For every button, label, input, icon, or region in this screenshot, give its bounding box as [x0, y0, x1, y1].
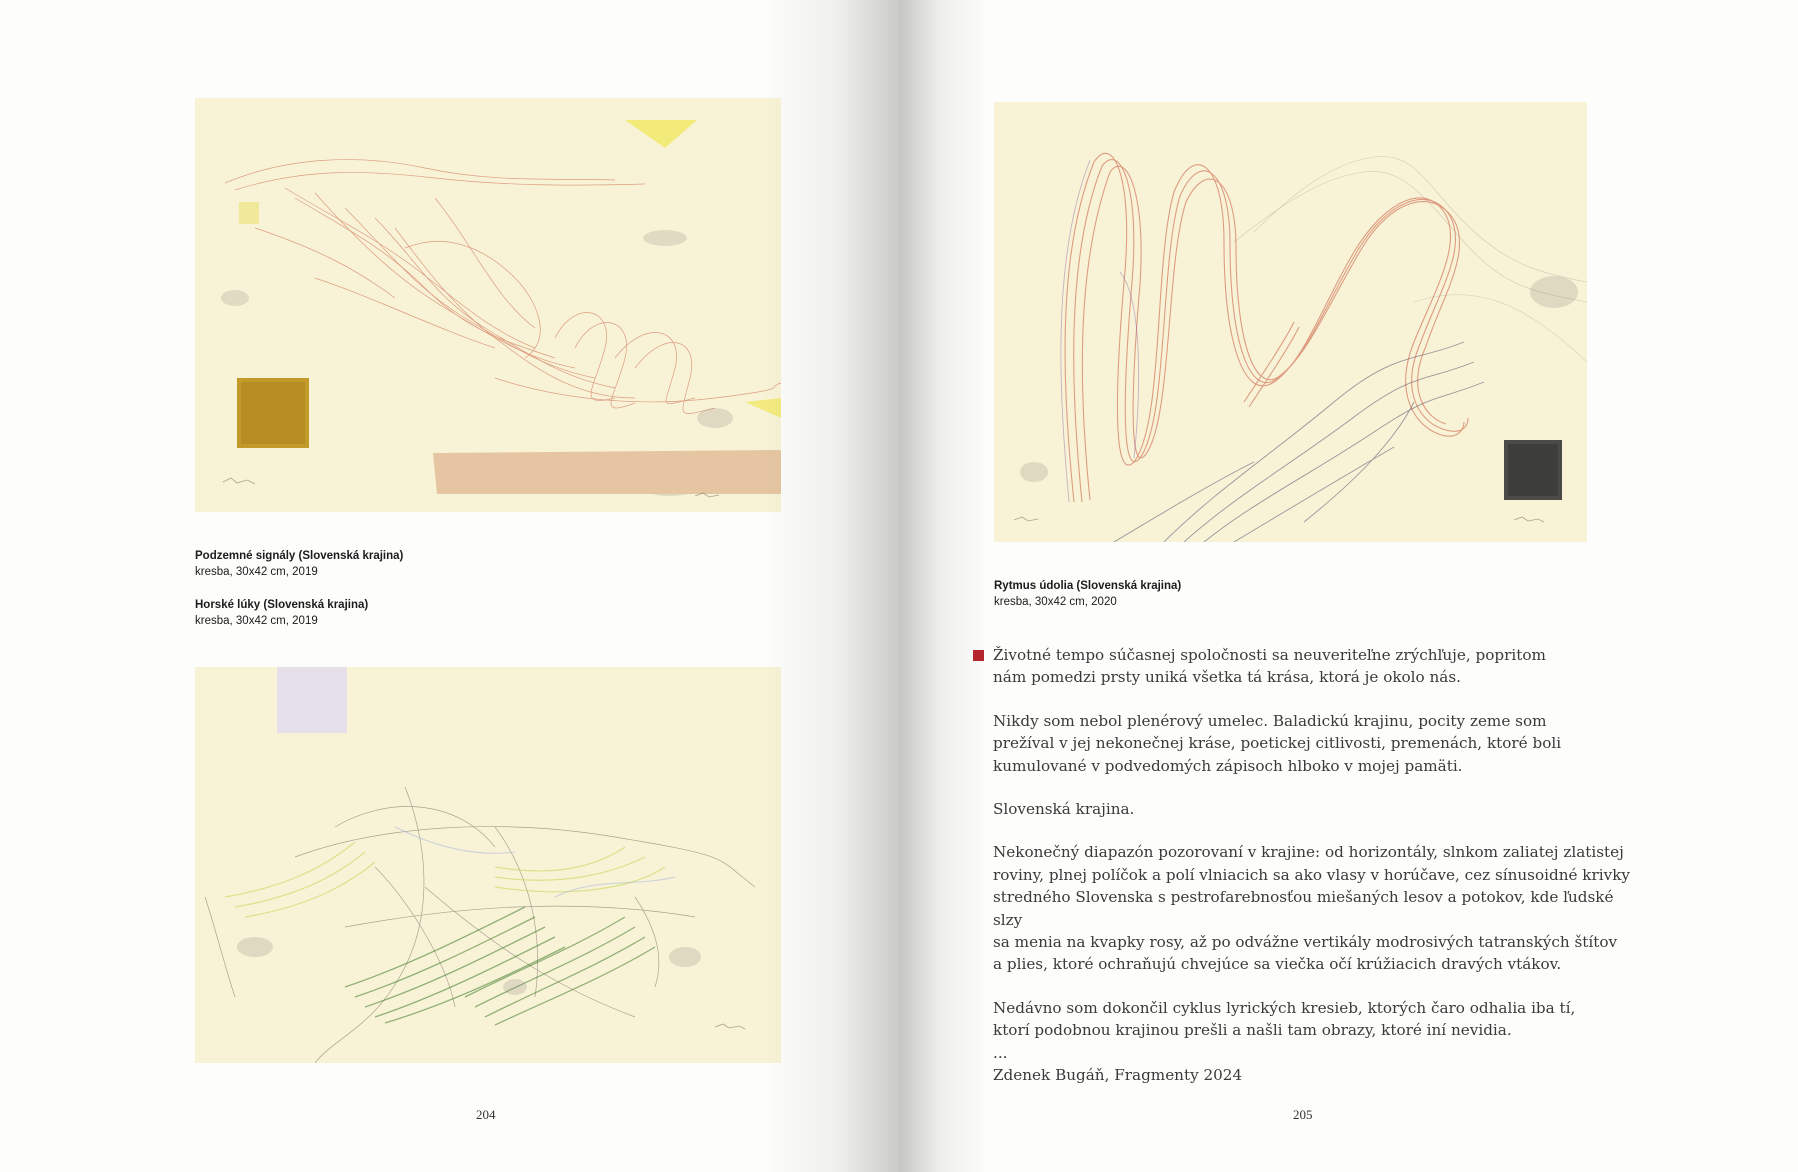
- essay-line: prežíval v jej nekonečnej kráse, poetickej citlivosti, premenách, ktoré boli: [993, 734, 1562, 753]
- essay-paragraph-5: [993, 997, 1643, 1087]
- artwork-horske-luky: [195, 667, 781, 1063]
- essay-signature: Zdenek Bugáň, Fragmenty 2024: [993, 1066, 1243, 1085]
- caption-title: Horské lúky (Slovenská krajina): [195, 599, 369, 611]
- essay-paragraph-2: [993, 710, 1643, 777]
- drawing-red-wave-lines: [994, 102, 1587, 542]
- essay-line: ktorí podobnou krajinou prešli a našli tam obrazy, ktoré iní nevidia.: [993, 1021, 1512, 1040]
- essay-line: Nekonečný diapazón pozorovaní v krajine: od horizontály, slnkom zaliatej zlatistej: [993, 843, 1624, 862]
- caption-title: Podzemné signály (Slovenská krajina): [195, 550, 404, 562]
- essay-line: kumulované v podvedomých zápisoch hlboko v mojej pamäti.: [993, 756, 1463, 775]
- caption-meta: kresba, 30x42 cm, 2019: [195, 615, 318, 627]
- essay-line: a plies, ktoré ochraňujú chvejúce sa viečka očí krúžiacich dravých vtákov.: [993, 955, 1562, 974]
- caption-title: Rytmus údolia (Slovenská krajina): [994, 580, 1182, 592]
- essay-line: nám pomedzi prsty uniká všetka tá krása, ktorá je okolo nás.: [993, 668, 1461, 687]
- artwork-rytmus-udolia: [994, 102, 1587, 542]
- essay-line: Nikdy som nebol plenérový umelec. Baladickú krajinu, pocity zeme som: [993, 711, 1547, 730]
- caption-horske-luky: [195, 597, 368, 629]
- page-number-right: 205: [1293, 1107, 1313, 1122]
- essay-line: sa menia na kvapky rosy, až po odvážne vertikály modrosivých tatranských štítov: [993, 933, 1618, 952]
- artwork-podzemne-signaly: [195, 98, 781, 512]
- page-number-left: 204: [476, 1107, 496, 1122]
- essay-line: roviny, plnej políčok a polí vlniacich sa ako vlasy v horúčave, cez sínusoidné krivky: [993, 865, 1630, 884]
- drawing-red-chalk-lines: [195, 98, 781, 512]
- drawing-green-chalk-lines: [195, 667, 781, 1063]
- caption-meta: kresba, 30x42 cm, 2019: [195, 566, 318, 578]
- essay-ellipsis: ...: [993, 1043, 1008, 1062]
- gutter-shadow-left: [759, 0, 899, 1172]
- essay-line: Slovenská krajina.: [993, 800, 1135, 819]
- paragraph-marker: [973, 650, 984, 661]
- gutter-shadow-right: [899, 0, 989, 1172]
- essay-paragraph-4: [993, 841, 1643, 975]
- essay-line: Nedávno som dokončil cyklus lyrických kresieb, ktorých čaro odhalia iba tí,: [993, 998, 1576, 1017]
- caption-podzemne-signaly: [195, 548, 403, 580]
- essay-line: Životné tempo súčasnej spoločnosti sa neuveriteľne zrýchľuje, popritom: [993, 646, 1546, 664]
- essay-line: stredného Slovenska s pestrofarebnosťou miešaných lesov a potokov, kde ľudské slzy: [993, 888, 1614, 929]
- essay-text: [993, 644, 1643, 1087]
- essay-paragraph-1: [993, 644, 1643, 689]
- caption-meta: kresba, 30x42 cm, 2020: [994, 596, 1117, 608]
- caption-rytmus-udolia: [994, 578, 1181, 610]
- essay-paragraph-3: [993, 798, 1643, 820]
